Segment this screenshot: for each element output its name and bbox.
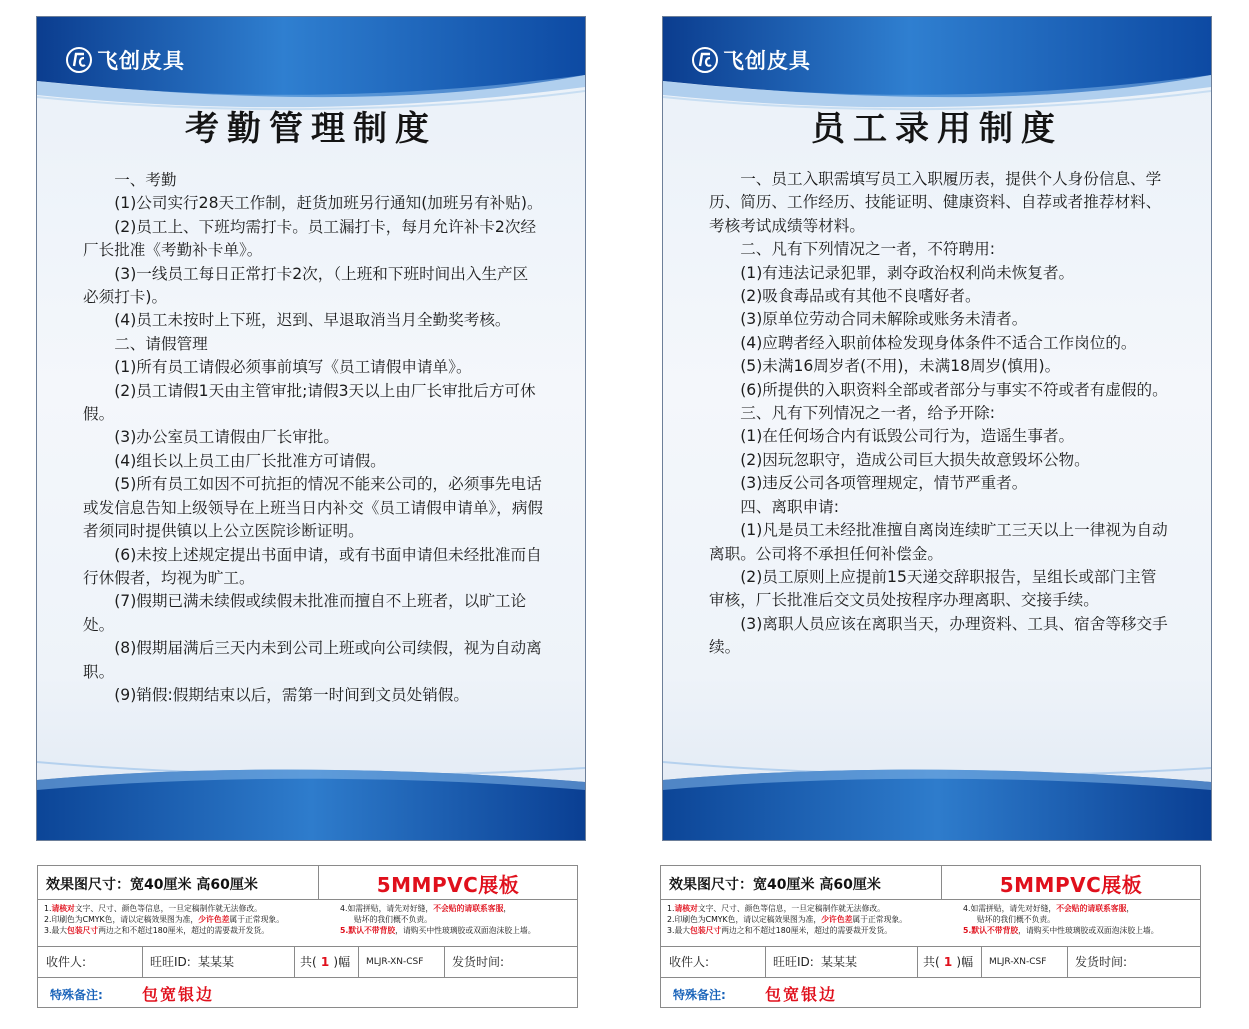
paragraph: (3)办公室员工请假由厂长审批。 (114, 428, 339, 447)
note-4: 4.如需拼贴，请先对好缝，不会贴的请联系客服， (963, 904, 1135, 913)
spec-header-row (661, 866, 1200, 900)
paragraph: (1)有违法记录犯罪，剥夺政治权利尚未恢复者。 (740, 263, 1075, 282)
spec-notes (38, 900, 577, 947)
paragraph: (5)所有员工如因不可抗拒的情况不能来公司的，必须事先电话或发信息告知上级领导在上班当日内补交《员工请假申请单》，病假者须同时提供镇以上公立医院诊断证明。 (83, 475, 544, 541)
special-remark-label: 特殊备注: (50, 988, 103, 1002)
spec-header-row (38, 866, 577, 900)
size-label: 效果图尺寸：宽40厘米 高60厘米 (669, 877, 881, 893)
ship-time-label: 发货时间: (1075, 955, 1128, 969)
ship-time-label: 发货时间: (452, 955, 505, 969)
poster-attendance (36, 16, 586, 841)
paragraph: (5)未满16周岁者(不用)，未满18周岁(慎用)。 (740, 357, 1061, 376)
paragraph: (3)原单位劳动合同未解除或账务未清者。 (740, 310, 1028, 329)
special-remark-label: 特殊备注: (673, 988, 726, 1002)
paragraph: (2)吸食毒品或有其他不良嗜好者。 (740, 287, 981, 306)
material-label: 5MMPVC展板 (376, 873, 520, 897)
paragraph: (2)员工上、下班均需打卡。员工漏打卡，每月允许补卡2次经厂长批准《考勤补卡单》。 (83, 217, 537, 260)
spec-notes (661, 900, 1200, 947)
size-label: 效果图尺寸：宽40厘米 高60厘米 (46, 877, 258, 893)
material-label: 5MMPVC展板 (999, 873, 1143, 897)
divider (444, 947, 445, 978)
note-2: 2.印刷色为CMYK色，请以定稿效果图为准，少许色差属于正常现象。 (44, 915, 284, 924)
divider (142, 947, 143, 978)
paragraph: (1)凡是员工未经批准擅自离岗连续旷工三天以上一律视为自动离职。公司将不承担任何补偿金。 (709, 521, 1168, 563)
divider (358, 947, 359, 978)
count: 共( 1 )幅 (300, 955, 351, 969)
note-1: 1.请核对文字、尺寸、颜色等信息，一旦定稿制作就无法修改。 (44, 904, 262, 913)
spec-info-row (38, 947, 577, 978)
brand-name: 飞创皮具 (97, 49, 185, 73)
paragraph: (9)销假:假期结束以后，需第一时间到文员处销假。 (114, 685, 469, 704)
note-5: 5.默认不带背胶，请购买中性玻璃胶或双面泡沫胶上墙。 (340, 926, 536, 935)
paragraph: (1)公司实行28天工作制，赶货加班另行通知(加班另有补贴)。 (114, 194, 543, 213)
divider (765, 947, 766, 978)
divider (294, 947, 295, 978)
order-code: MLJR-XN-CSF (989, 957, 1047, 967)
paragraph: (2)员工请假1天由主管审批;请假3天以上由厂长审批后方可休假。 (83, 381, 536, 424)
spec-remark-row (661, 978, 1200, 1008)
order-code: MLJR-XN-CSF (366, 957, 424, 967)
spec-table (660, 865, 1201, 1008)
paragraph: (8)假期届满后三天内未到公司上班或向公司续假，视为自动离职。 (83, 639, 542, 681)
recipient-label: 收件人: (46, 955, 87, 969)
divider (917, 947, 918, 978)
poster-title: 员工录用制度 (811, 109, 1063, 149)
paragraph: (3)违反公司各项管理规定，情节严重者。 (740, 474, 1028, 493)
note-5: 5.默认不带背胶，请购买中性玻璃胶或双面泡沫胶上墙。 (963, 926, 1159, 935)
bottom-wave-band (663, 750, 1211, 840)
divider (981, 947, 982, 978)
poster-title: 考勤管理制度 (185, 109, 437, 149)
brand-name: 飞创皮具 (723, 49, 811, 73)
brand-logo (691, 45, 811, 75)
paragraph: 一、员工入职需填写员工入职履历表，提供个人身份信息、学历、简历、工作经历、技能证明、健康资料、自荐或者推荐材料、考核考试成绩等材料。 (709, 170, 1162, 235)
spec-info-row (661, 947, 1200, 978)
note-1: 1.请核对文字、尺寸、颜色等信息，一旦定稿制作就无法修改。 (667, 904, 885, 913)
paragraph: (4)应聘者经入职前体检发现身体条件不适合工作岗位的。 (740, 333, 1137, 352)
paragraph: 二、请假管理 (114, 334, 208, 353)
paragraph: (2)员工原则上应提前15天递交辞职报告，呈组长或部门主管审核，厂长批准后交文员处按程序办理离职、交接手续。 (709, 567, 1157, 610)
paragraph: (1)所有员工请假必须事前填写《员工请假申请单》。 (114, 358, 472, 377)
paragraph: 四、离职申请: (740, 497, 840, 516)
note-4: 4.如需拼贴，请先对好缝，不会贴的请联系客服， (340, 904, 512, 913)
brand-logo-icon (65, 46, 93, 74)
paragraph: (6)未按上述规定提出书面申请，或有书面申请但未经批准而自行休假者，均视为旷工。 (83, 545, 542, 587)
paragraph: (4)员工未按时上下班，迟到、早退取消当月全勤奖考核。 (114, 311, 511, 330)
paragraph: (1)在任何场合内有诋毁公司行为，造谣生事者。 (740, 427, 1075, 446)
note-4-line2: 贴坏的我们概不负责。 (354, 915, 432, 924)
paragraph: 三、凡有下列情况之一者，给予开除: (740, 404, 995, 423)
divider (1067, 947, 1068, 978)
note-3: 3.最大包装尺寸两边之和不超过180厘米，超过的需要裁开发货。 (667, 926, 893, 935)
poster-hiring (662, 16, 1212, 841)
special-remark-value: 包宽银边 (142, 985, 215, 1004)
count: 共( 1 )幅 (923, 955, 974, 969)
poster-body (709, 168, 1171, 660)
paragraph: (6)所提供的入职资料全部或者部分与事实不符或者有虚假的。 (740, 380, 1168, 399)
note-4-line2: 贴坏的我们概不负责。 (977, 915, 1055, 924)
paragraph: 二、凡有下列情况之一者，不符聘用: (740, 240, 995, 259)
note-3: 3.最大包装尺寸两边之和不超过180厘米，超过的需要裁开发货。 (44, 926, 270, 935)
note-2: 2.印刷色为CMYK色，请以定稿效果图为准，少许色差属于正常现象。 (667, 915, 907, 924)
paragraph: (3)一线员工每日正常打卡2次，（上班和下班时间出入生产区必须打卡)。 (83, 264, 529, 307)
special-remark-value: 包宽银边 (765, 985, 838, 1004)
bottom-wave-band (37, 750, 585, 840)
wangwang-value: 某某某 (821, 955, 858, 969)
brand-logo-icon (691, 46, 719, 74)
wangwang-label: 旺旺ID: (150, 955, 191, 969)
paragraph: (2)因玩忽职守，造成公司巨大损失故意毁坏公物。 (740, 450, 1090, 469)
paragraph: (7)假期已满未续假或续假未批准而擅自不上班者，以旷工论处。 (83, 592, 527, 634)
paragraph: (3)离职人员应该在离职当天，办理资料、工具、宿舍等移交手续。 (709, 614, 1168, 657)
wangwang-label: 旺旺ID: (773, 955, 814, 969)
spec-remark-row (38, 978, 577, 1008)
paragraph: 一、考勤 (114, 171, 177, 189)
wangwang-value: 某某某 (198, 955, 235, 969)
recipient-label: 收件人: (669, 955, 710, 969)
paragraph: (4)组长以上员工由厂长批准方可请假。 (114, 451, 386, 470)
brand-logo (65, 45, 185, 75)
spec-table (37, 865, 578, 1008)
poster-body (83, 169, 543, 707)
